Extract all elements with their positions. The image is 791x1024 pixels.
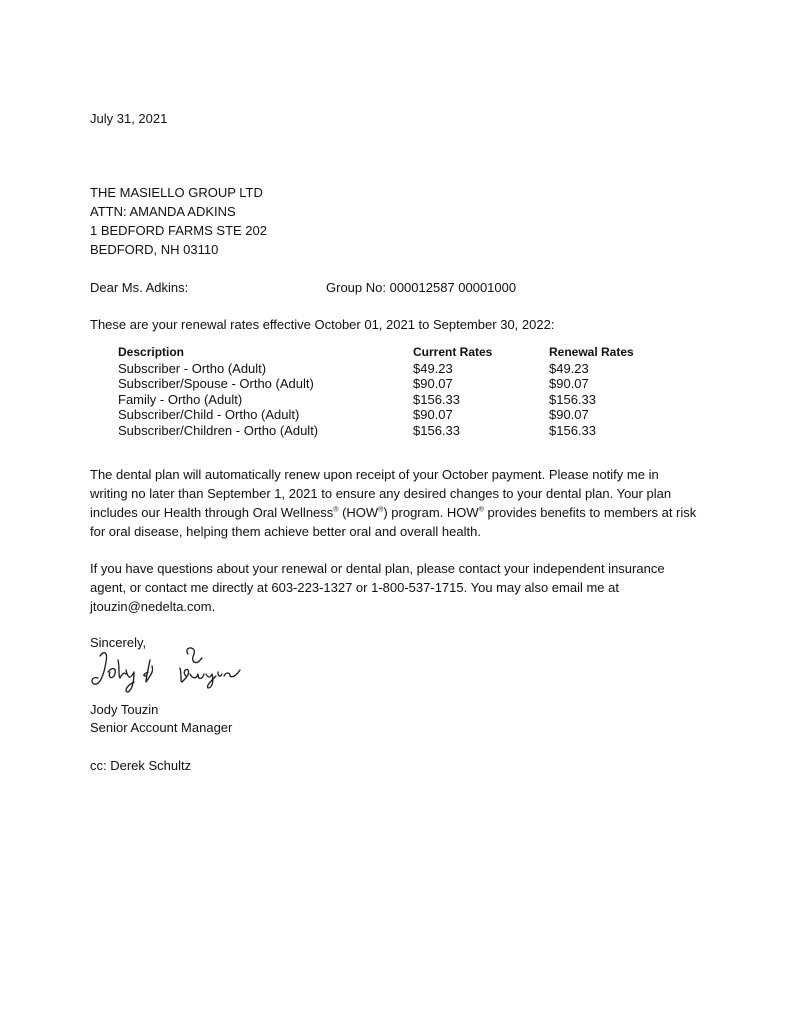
paragraph-text: provides benefits to members at risk bbox=[483, 505, 697, 520]
letter-date: July 31, 2021 bbox=[90, 111, 168, 126]
current-rate: $156.33 bbox=[413, 391, 460, 407]
rates-table bbox=[118, 345, 649, 438]
salutation: Dear Ms. Adkins: bbox=[90, 280, 189, 295]
paragraph-text: includes our Health through Oral Wellness bbox=[90, 505, 334, 520]
paragraph-text: ) program. HOW bbox=[383, 505, 479, 520]
rate-description: Subscriber/Spouse - Ortho (Adult) bbox=[118, 376, 314, 391]
group-number: Group No: 000012587 00001000 bbox=[326, 280, 517, 295]
registered-mark: ® bbox=[333, 506, 339, 514]
table-row bbox=[118, 407, 649, 423]
address-line: 1 BEDFORD FARMS STE 202 bbox=[90, 223, 267, 238]
handwritten-signature bbox=[90, 642, 250, 697]
renewal-rate: $156.33 bbox=[549, 391, 596, 407]
registered-mark: ® bbox=[378, 506, 384, 514]
recipient-address bbox=[90, 183, 267, 259]
paragraph-line: agent, or contact me directly at 603-223-1327 or 1-800-537-1715. You may also email me at bbox=[90, 580, 619, 595]
current-rate: $90.07 bbox=[413, 407, 453, 422]
cc-line: cc: Derek Schultz bbox=[90, 758, 192, 773]
intro-text: These are your renewal rates effective October 01, 2021 to September 30, 2022: bbox=[90, 317, 555, 332]
rate-description: Subscriber/Children - Ortho (Adult) bbox=[118, 422, 319, 438]
paragraph-line: The dental plan will automatically renew upon receipt of your October payment. Please notify me in bbox=[90, 467, 659, 482]
column-header-renewal-rates: Renewal Rates bbox=[549, 345, 634, 359]
column-header-description: Description bbox=[118, 345, 185, 359]
paragraph-text: (HOW bbox=[338, 505, 379, 520]
paragraph-line: writing no later than September 1, 2021 to ensure any desired changes to your dental plan. Your plan bbox=[90, 486, 672, 501]
renewal-rate: $90.07 bbox=[549, 376, 589, 391]
column-header-current-rates: Current Rates bbox=[413, 345, 493, 359]
rate-description: Subscriber/Child - Ortho (Adult) bbox=[118, 407, 300, 422]
rate-description: Subscriber - Ortho (Adult) bbox=[118, 360, 267, 376]
renewal-rate: $90.07 bbox=[549, 407, 589, 422]
table-row bbox=[118, 376, 649, 392]
renewal-rate: $156.33 bbox=[549, 422, 596, 438]
table-row bbox=[118, 392, 649, 408]
paragraph-line: for oral disease, helping them achieve better oral and overall health. bbox=[90, 524, 481, 539]
table-header-row bbox=[118, 345, 649, 361]
closing: Sincerely, bbox=[90, 635, 147, 650]
registered-mark: ® bbox=[478, 506, 484, 514]
table-row bbox=[118, 361, 649, 377]
renewal-paragraph bbox=[90, 465, 697, 541]
address-line: ATTN: AMANDA ADKINS bbox=[90, 204, 236, 219]
table-row bbox=[118, 423, 649, 439]
address-line: THE MASIELLO GROUP LTD bbox=[90, 185, 263, 200]
paragraph-line: If you have questions about your renewal or dental plan, please contact your independent insurance bbox=[90, 561, 665, 576]
signer-title: Senior Account Manager bbox=[90, 720, 233, 735]
current-rate: $49.23 bbox=[413, 360, 453, 376]
contact-email: jtouzin@nedelta.com. bbox=[90, 599, 216, 614]
paragraph-line bbox=[90, 503, 697, 522]
current-rate: $90.07 bbox=[413, 376, 453, 391]
signer-name: Jody Touzin bbox=[90, 702, 159, 717]
current-rate: $156.33 bbox=[413, 422, 460, 438]
contact-paragraph bbox=[90, 559, 690, 616]
address-line: BEDFORD, NH 03110 bbox=[90, 242, 219, 257]
renewal-rate: $49.23 bbox=[549, 360, 589, 376]
rate-description: Family - Ortho (Adult) bbox=[118, 391, 243, 407]
